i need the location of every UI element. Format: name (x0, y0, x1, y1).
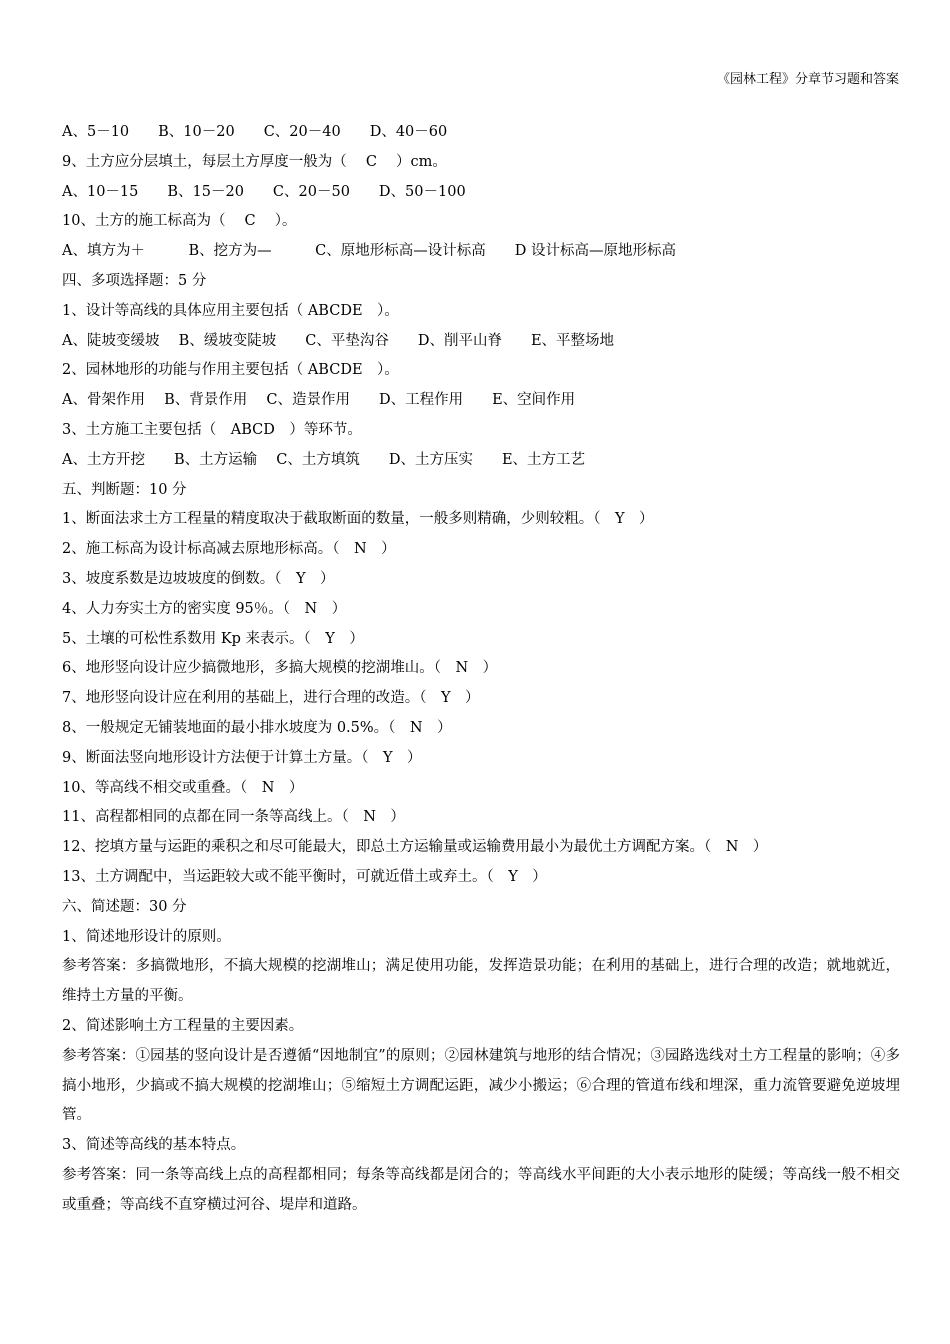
option-line: A、10－15 B、15－20 C、20－50 D、50－100 (62, 183, 466, 200)
option-line: A、土方开挖 B、土方运输 C、土方填筑 D、土方压实 E、土方工艺 (62, 451, 586, 468)
option-line: A、5－10 B、10－20 C、20－40 D、40－60 (62, 124, 448, 140)
question-line: 2、园林地形的功能与作用主要包括（ ABCDE ）。 (62, 362, 399, 379)
section-heading: 四、多项选择题：5 分 (62, 272, 207, 289)
page-header: 《园林工程》分章节习题和答案 (716, 72, 899, 87)
option-line: A、填方为＋ B、挖方为— C、原地形标高—设计标高 D 设计标高—原地形标高 (62, 243, 676, 260)
question-line: 9、土方应分层填土，每层土方厚度一般为（ C ）cm。 (62, 153, 447, 170)
question-line: 1、设计等高线的具体应用主要包括（ ABCDE ）。 (62, 302, 399, 319)
judgement-item: 7、地形竖向设计应在利用的基础上，进行合理的改造。（ Y ） (62, 690, 480, 707)
judgement-item: 2、施工标高为设计标高减去原地形标高。（ N ） (62, 541, 396, 558)
judgement-item: 12、挖填方量与运距的乘积之和尽可能最大，即总土方运输量或运输费用最小为最优土方调配方案。（ N ） (62, 839, 768, 856)
section-heading: 六、简述题：30 分 (62, 898, 187, 915)
question-line: 10、土方的施工标高为（ C ）。 (62, 213, 297, 230)
reference-answer: 参考答案：①园基的竖向设计是否遵循“因地制宜”的原则；②园林建筑与地形的结合情况；③园路选线对土方工程量的影响；④多搞小地形，少搞或不搞大规模的挖湖堆山；⑤缩短土方调配运距，减少小搬运；⑥合理的管道布线和埋深，重力流管要避免逆坡埋管。 (62, 1047, 900, 1124)
judgement-item: 4、人力夯实土方的密实度 95％。（ N ） (62, 600, 347, 617)
judgement-item: 6、地形竖向设计应少搞微地形，多搞大规模的挖湖堆山。（ N ） (62, 660, 498, 677)
short-answer-question: 1、简述地形设计的原则。 (62, 928, 231, 945)
option-line: A、骨架作用 B、背景作用 C、造景作用 D、工程作用 E、空间作用 (62, 392, 576, 409)
short-answer-question: 3、简述等高线的基本特点。 (62, 1137, 246, 1154)
judgement-item: 11、高程都相同的点都在同一条等高线上。（ N ） (62, 809, 405, 826)
judgement-item: 8、一般规定无铺装地面的最小排水坡度为 0.5%。（ N ） (62, 719, 452, 736)
judgement-item: 13、土方调配中，当运距较大或不能平衡时，可就近借土或弃土。（ Y ） (62, 868, 547, 885)
section-heading: 五、判断题：10 分 (62, 481, 187, 498)
option-line: A、陡坡变缓坡 B、缓坡变陡坡 C、平垫沟谷 D、削平山脊 E、平整场地 (62, 332, 615, 349)
judgement-item: 10、等高线不相交或重叠。（ N ） (62, 779, 304, 796)
judgement-item: 1、断面法求土方工程量的精度取决于截取断面的数量，一般多则精确，少则较粗。（ Y ） (62, 511, 654, 528)
reference-answer: 参考答案：同一条等高线上点的高程都相同；每条等高线都是闭合的；等高线水平间距的大小表示地形的陡缓；等高线一般不相交或重叠；等高线不直穿横过河谷、堤岸和道路。 (62, 1166, 900, 1213)
document-body (62, 118, 900, 1220)
judgement-item: 5、土壤的可松性系数用 Kp 来表示。（ Y ） (62, 630, 364, 647)
short-answer-question: 2、简述影响土方工程量的主要因素。 (62, 1017, 304, 1034)
reference-answer: 参考答案：多搞微地形，不搞大规模的挖湖堆山；满足使用功能，发挥造景功能；在利用的基础上，进行合理的改造；就地就近，维持土方量的平衡。 (62, 958, 900, 1005)
question-line: 3、土方施工主要包括（ ABCD ）等环节。 (62, 421, 362, 438)
judgement-item: 3、坡度系数是边坡坡度的倒数。（ Y ） (62, 570, 335, 587)
judgement-item: 9、断面法竖向地形设计方法便于计算土方量。（ Y ） (62, 749, 422, 766)
